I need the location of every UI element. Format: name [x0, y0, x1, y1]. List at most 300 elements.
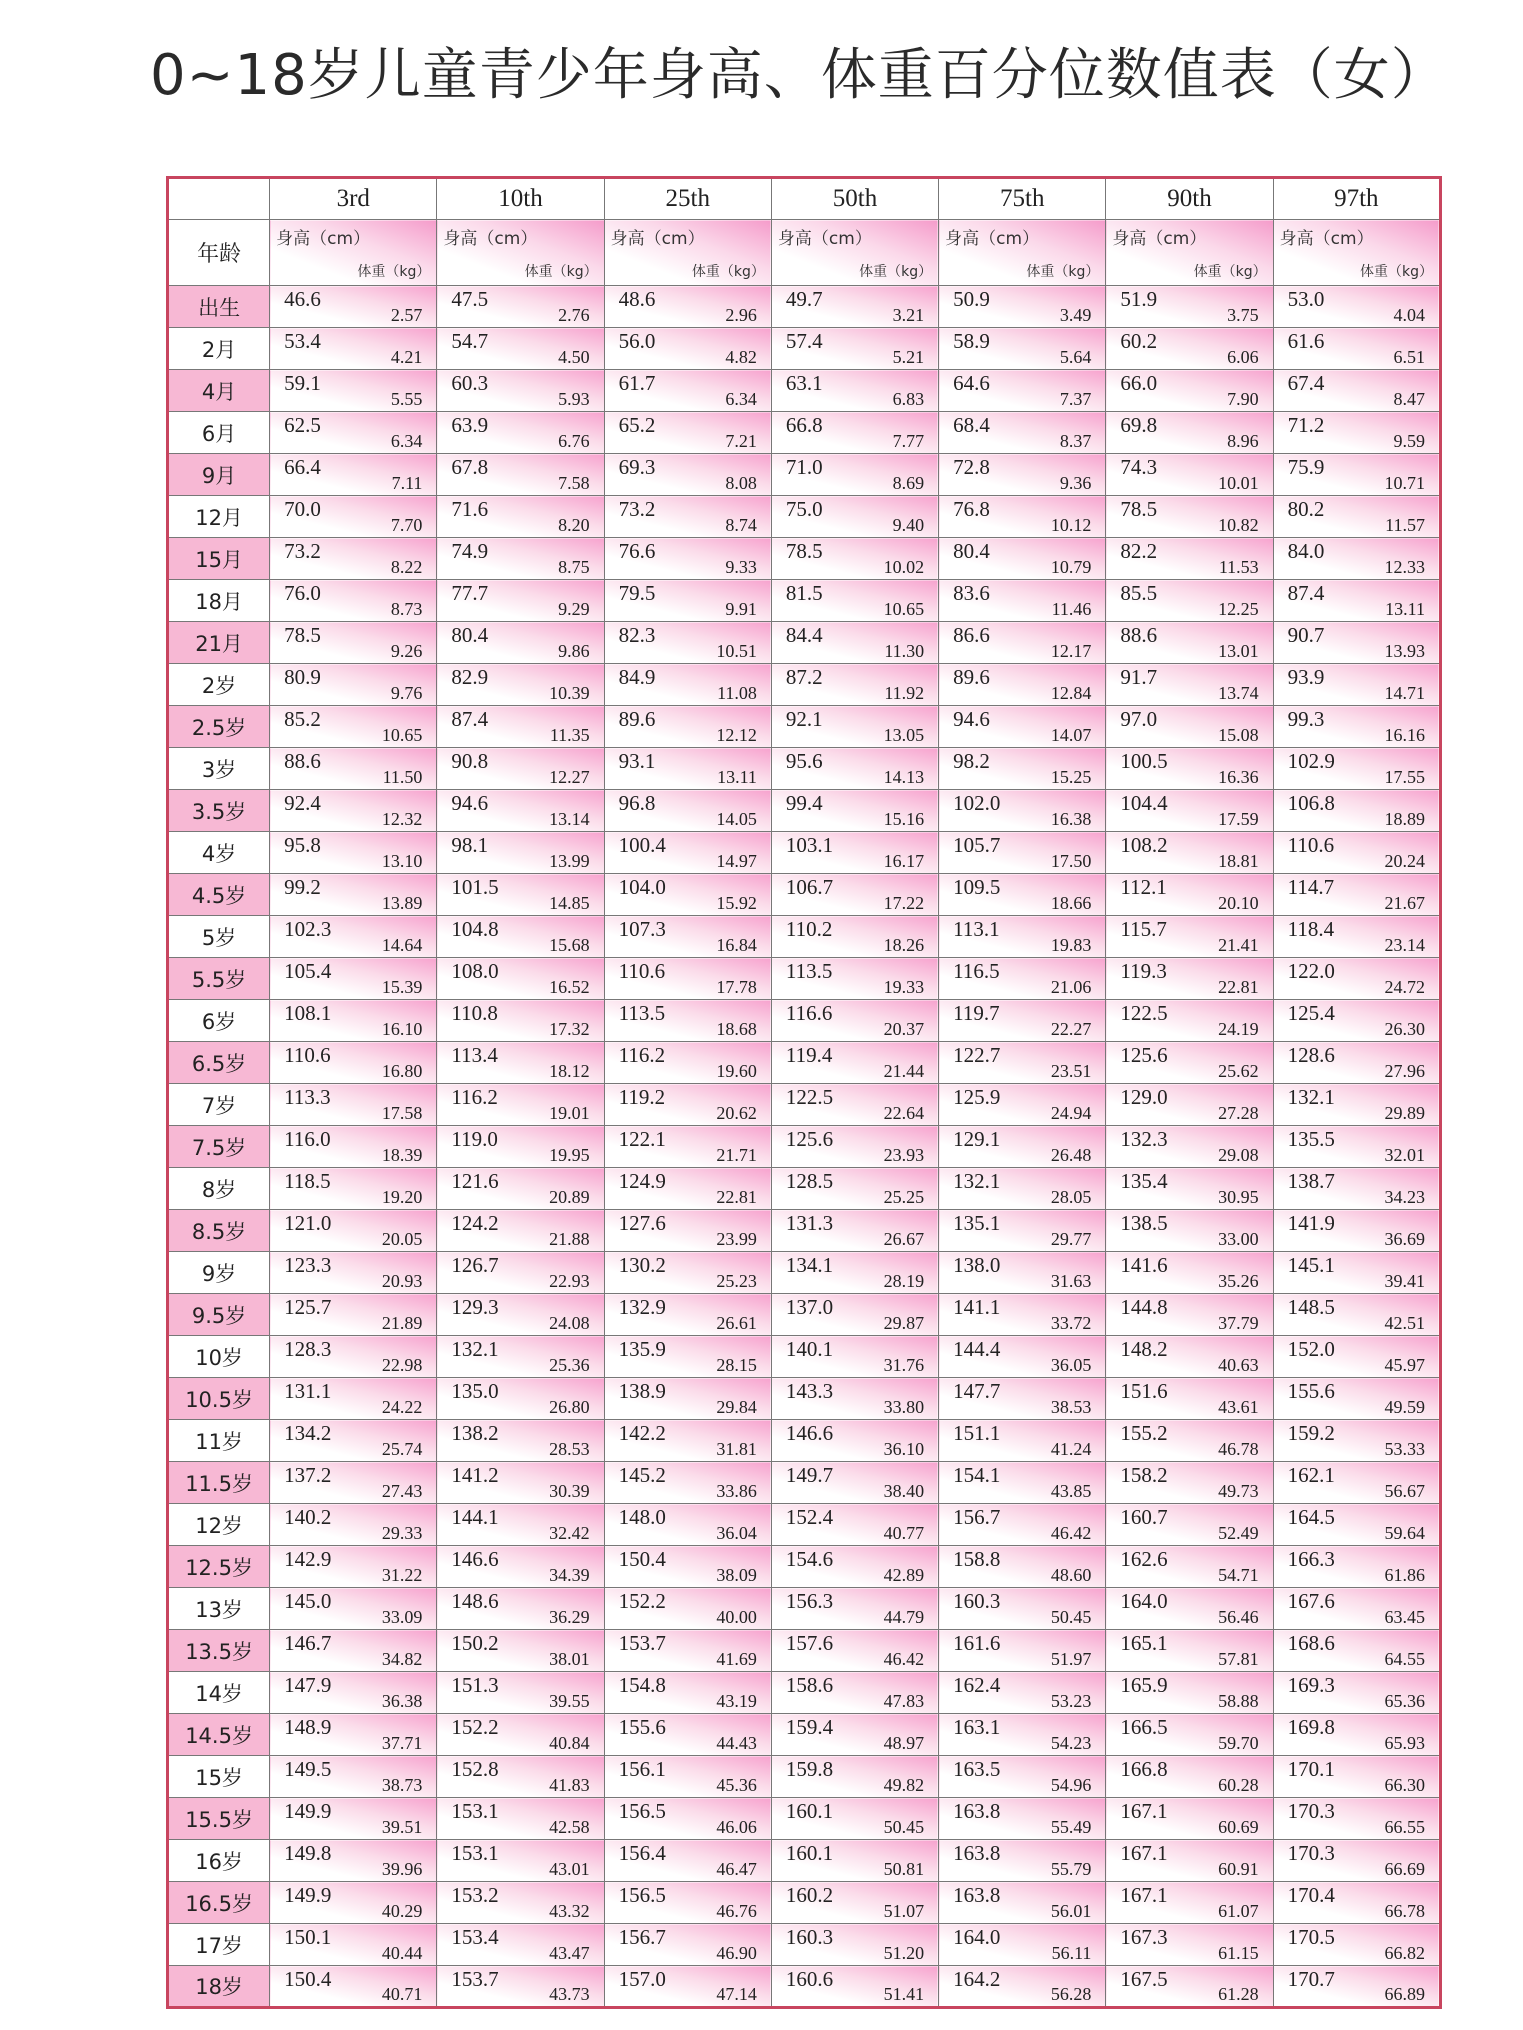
weight-value: 61.86 — [1384, 1565, 1425, 1585]
height-value: 128.5 — [785, 1169, 834, 1193]
height-unit-label: 身高（cm） — [1112, 229, 1207, 249]
weight-value: 49.73 — [1218, 1481, 1259, 1501]
height-value: 110.6 — [284, 1043, 331, 1067]
value-cell — [1106, 1000, 1273, 1042]
weight-value: 13.11 — [1385, 599, 1425, 619]
table-row — [168, 1000, 1441, 1042]
height-value: 159.2 — [1287, 1421, 1335, 1445]
value-cell — [437, 1420, 604, 1462]
percentile-header-90th: 90th — [1106, 178, 1273, 220]
weight-value: 6.34 — [390, 431, 423, 451]
weight-value: 19.33 — [883, 977, 925, 997]
weight-value: 48.97 — [883, 1733, 925, 1753]
value-cell — [1106, 790, 1273, 832]
value-cell — [437, 1000, 604, 1042]
weight-value: 10.12 — [1050, 515, 1092, 535]
height-value: 97.0 — [1120, 707, 1158, 731]
value-cell — [1273, 1168, 1440, 1210]
height-value: 170.4 — [1287, 1883, 1335, 1907]
weight-value: 41.24 — [1050, 1439, 1092, 1459]
value-cell — [604, 1210, 771, 1252]
value-cell — [1273, 1966, 1440, 2008]
height-value: 125.9 — [953, 1085, 1001, 1109]
value-cell — [771, 1084, 938, 1126]
height-value: 46.6 — [284, 287, 321, 311]
value-cell — [1106, 1126, 1273, 1168]
value-cell — [939, 1126, 1106, 1168]
height-value: 166.8 — [1120, 1757, 1168, 1781]
weight-value: 19.60 — [716, 1061, 757, 1081]
weight-value: 66.69 — [1384, 1859, 1425, 1879]
value-cell — [604, 1420, 771, 1462]
height-value: 141.1 — [953, 1295, 1001, 1319]
height-value: 99.4 — [785, 791, 823, 815]
value-cell — [437, 958, 604, 1000]
weight-value: 45.36 — [716, 1775, 757, 1795]
value-cell — [939, 1336, 1106, 1378]
height-value: 88.6 — [284, 749, 321, 773]
table-row — [168, 1210, 1441, 1252]
age-cell: 10岁 — [168, 1336, 270, 1378]
weight-value: 30.39 — [549, 1481, 590, 1501]
height-unit-label: 身高（cm） — [443, 229, 538, 249]
height-value: 50.9 — [953, 287, 990, 311]
value-cell — [437, 1084, 604, 1126]
value-cell — [939, 1420, 1106, 1462]
value-cell — [1273, 790, 1440, 832]
percentile-header-97th: 97th — [1273, 178, 1440, 220]
percentile-header-50th: 50th — [771, 178, 938, 220]
value-cell — [437, 622, 604, 664]
height-value: 148.5 — [1287, 1295, 1335, 1319]
value-cell — [771, 1168, 938, 1210]
weight-value: 10.39 — [549, 683, 590, 703]
age-cell: 15.5岁 — [168, 1798, 270, 1840]
weight-value: 17.50 — [1050, 851, 1092, 871]
value-cell — [771, 1420, 938, 1462]
weight-value: 23.51 — [1050, 1061, 1092, 1081]
table-row — [168, 748, 1441, 790]
value-cell — [939, 874, 1106, 916]
weight-value: 33.86 — [716, 1481, 757, 1501]
height-value: 160.7 — [1120, 1505, 1168, 1529]
height-value: 81.5 — [785, 581, 823, 605]
height-value: 108.2 — [1120, 833, 1168, 857]
value-cell — [270, 328, 437, 370]
value-cell — [604, 328, 771, 370]
value-cell — [437, 1546, 604, 1588]
value-cell — [437, 580, 604, 622]
height-value: 163.8 — [953, 1883, 1001, 1907]
height-value: 123.3 — [284, 1253, 332, 1277]
weight-value: 46.42 — [883, 1649, 925, 1669]
table-row — [168, 1042, 1441, 1084]
value-cell — [1106, 1042, 1273, 1084]
table-body — [168, 286, 1441, 2008]
height-value: 94.6 — [953, 707, 990, 731]
height-value: 149.7 — [785, 1463, 834, 1487]
weight-value: 11.35 — [549, 725, 590, 745]
weight-value: 36.29 — [549, 1607, 590, 1627]
value-cell — [771, 1630, 938, 1672]
height-value: 90.8 — [451, 749, 489, 773]
weight-value: 60.28 — [1218, 1775, 1259, 1795]
value-cell — [1273, 1084, 1440, 1126]
weight-value: 57.81 — [1218, 1649, 1259, 1669]
height-value: 129.1 — [953, 1127, 1001, 1151]
weight-value: 6.51 — [1393, 347, 1425, 367]
height-value: 100.5 — [1120, 749, 1168, 773]
weight-value: 33.00 — [1218, 1229, 1259, 1249]
weight-value: 21.06 — [1050, 977, 1092, 997]
value-cell — [1273, 454, 1440, 496]
height-value: 167.6 — [1287, 1589, 1335, 1613]
value-cell — [771, 748, 938, 790]
height-value: 169.8 — [1287, 1715, 1335, 1739]
weight-value: 29.84 — [716, 1397, 757, 1417]
weight-value: 21.71 — [716, 1145, 757, 1165]
age-cell: 15岁 — [168, 1756, 270, 1798]
height-value: 158.8 — [953, 1547, 1001, 1571]
weight-value: 22.27 — [1050, 1019, 1092, 1039]
height-value: 84.4 — [785, 623, 823, 647]
height-value: 163.5 — [953, 1757, 1001, 1781]
value-cell — [437, 1126, 604, 1168]
value-cell — [939, 958, 1106, 1000]
weight-value: 20.10 — [1218, 893, 1259, 913]
weight-value: 21.88 — [549, 1229, 590, 1249]
height-value: 132.3 — [1120, 1127, 1168, 1151]
height-value: 116.5 — [953, 959, 1000, 983]
value-cell — [604, 496, 771, 538]
weight-value: 43.32 — [549, 1901, 590, 1921]
value-cell — [939, 664, 1106, 706]
value-cell — [939, 1252, 1106, 1294]
height-value: 129.0 — [1120, 1085, 1168, 1109]
height-value: 116.0 — [284, 1127, 331, 1151]
weight-value: 29.87 — [883, 1313, 925, 1333]
value-cell — [939, 496, 1106, 538]
weight-value: 46.47 — [716, 1859, 757, 1879]
value-cell — [437, 412, 604, 454]
height-value: 158.6 — [785, 1673, 834, 1697]
age-cell: 16.5岁 — [168, 1882, 270, 1924]
height-value: 164.0 — [953, 1925, 1001, 1949]
age-cell: 21月 — [168, 622, 270, 664]
age-cell: 4.5岁 — [168, 874, 270, 916]
value-cell — [939, 1924, 1106, 1966]
height-value: 65.2 — [618, 413, 656, 437]
weight-unit-label: 体重（kg） — [1026, 264, 1100, 280]
value-cell — [604, 580, 771, 622]
unit-header — [939, 220, 1106, 286]
weight-value: 15.39 — [381, 977, 423, 997]
weight-value: 15.92 — [716, 893, 757, 913]
weight-value: 5.21 — [892, 347, 925, 367]
value-cell — [604, 748, 771, 790]
weight-value: 55.79 — [1050, 1859, 1092, 1879]
table-row — [168, 328, 1441, 370]
value-cell — [437, 1798, 604, 1840]
value-cell — [771, 328, 938, 370]
value-cell — [604, 1252, 771, 1294]
value-cell — [437, 1714, 604, 1756]
value-cell — [1106, 1588, 1273, 1630]
weight-value: 50.45 — [1050, 1607, 1092, 1627]
value-cell — [604, 412, 771, 454]
height-value: 59.1 — [284, 371, 321, 395]
value-cell — [437, 286, 604, 328]
height-value: 164.5 — [1287, 1505, 1335, 1529]
value-cell — [1273, 1756, 1440, 1798]
value-cell — [1273, 1042, 1440, 1084]
weight-value: 31.63 — [1050, 1271, 1092, 1291]
height-value: 126.7 — [451, 1253, 499, 1277]
height-value: 110.2 — [785, 917, 833, 941]
height-value: 104.4 — [1120, 791, 1168, 815]
weight-value: 9.59 — [1393, 431, 1425, 451]
height-value: 78.5 — [1120, 497, 1158, 521]
weight-value: 46.06 — [716, 1817, 757, 1837]
weight-value: 53.23 — [1050, 1691, 1092, 1711]
weight-value: 18.89 — [1384, 809, 1425, 829]
value-cell — [1273, 874, 1440, 916]
height-value: 132.1 — [953, 1169, 1001, 1193]
value-cell — [1106, 1756, 1273, 1798]
height-value: 167.3 — [1120, 1925, 1168, 1949]
height-unit-label: 身高（cm） — [777, 229, 872, 249]
weight-value: 11.30 — [884, 641, 925, 661]
weight-value: 42.58 — [549, 1817, 590, 1837]
weight-value: 4.21 — [390, 347, 423, 367]
weight-value: 18.68 — [716, 1019, 757, 1039]
height-value: 87.4 — [1287, 581, 1325, 605]
value-cell — [604, 790, 771, 832]
height-value: 113.1 — [953, 917, 1000, 941]
height-value: 122.7 — [953, 1043, 1001, 1067]
value-cell — [939, 1000, 1106, 1042]
value-cell — [771, 1672, 938, 1714]
weight-value: 25.36 — [549, 1355, 590, 1375]
weight-value: 22.93 — [549, 1271, 590, 1291]
value-cell — [1106, 1924, 1273, 1966]
height-value: 80.4 — [953, 539, 990, 563]
value-cell — [1273, 1126, 1440, 1168]
weight-value: 31.22 — [381, 1565, 423, 1585]
value-cell — [437, 748, 604, 790]
percentile-header-3rd: 3rd — [270, 178, 437, 220]
value-cell — [1106, 916, 1273, 958]
height-value: 78.5 — [284, 623, 321, 647]
height-value: 49.7 — [785, 287, 823, 311]
value-cell — [771, 370, 938, 412]
height-value: 101.5 — [451, 875, 499, 899]
weight-value: 8.74 — [725, 515, 757, 535]
value-cell — [270, 1672, 437, 1714]
value-cell — [604, 874, 771, 916]
height-value: 67.8 — [451, 455, 489, 479]
age-cell: 6岁 — [168, 1000, 270, 1042]
value-cell — [771, 286, 938, 328]
age-cell: 3.5岁 — [168, 790, 270, 832]
value-cell — [771, 790, 938, 832]
height-value: 79.5 — [618, 581, 656, 605]
value-cell — [1273, 538, 1440, 580]
unit-header — [437, 220, 604, 286]
table-row — [168, 1378, 1441, 1420]
height-value: 151.1 — [953, 1421, 1001, 1445]
weight-value: 22.81 — [1218, 977, 1259, 997]
height-value: 119.3 — [1120, 959, 1167, 983]
value-cell — [604, 1462, 771, 1504]
age-cell: 14岁 — [168, 1672, 270, 1714]
age-cell: 12.5岁 — [168, 1546, 270, 1588]
weight-value: 16.52 — [549, 977, 590, 997]
height-value: 82.9 — [451, 665, 489, 689]
height-value: 155.6 — [1287, 1379, 1335, 1403]
weight-value: 24.19 — [1218, 1019, 1259, 1039]
height-value: 80.4 — [451, 623, 489, 647]
value-cell — [437, 832, 604, 874]
weight-value: 12.17 — [1050, 641, 1092, 661]
weight-value: 7.11 — [391, 473, 423, 493]
age-cell: 17岁 — [168, 1924, 270, 1966]
weight-value: 34.23 — [1384, 1187, 1425, 1207]
table-row — [168, 1714, 1441, 1756]
weight-value: 40.71 — [381, 1984, 423, 2004]
weight-value: 28.53 — [549, 1439, 590, 1459]
weight-value: 18.66 — [1050, 893, 1092, 913]
value-cell — [270, 1252, 437, 1294]
weight-value: 22.81 — [716, 1187, 757, 1207]
weight-value: 29.89 — [1384, 1103, 1425, 1123]
table-row — [168, 916, 1441, 958]
height-unit-label: 身高（cm） — [945, 229, 1040, 249]
value-cell — [939, 1504, 1106, 1546]
weight-value: 28.15 — [716, 1355, 757, 1375]
height-value: 125.6 — [1120, 1043, 1168, 1067]
weight-value: 36.38 — [381, 1691, 423, 1711]
value-cell — [604, 1630, 771, 1672]
weight-value: 12.32 — [381, 809, 423, 829]
height-value: 71.6 — [451, 497, 489, 521]
value-cell — [939, 1756, 1106, 1798]
value-cell — [1106, 1294, 1273, 1336]
table-row — [168, 622, 1441, 664]
height-value: 63.9 — [451, 413, 489, 437]
value-cell — [939, 832, 1106, 874]
weight-value: 47.14 — [716, 1984, 757, 2004]
height-value: 169.3 — [1287, 1673, 1335, 1697]
height-value: 99.2 — [284, 875, 321, 899]
value-cell — [1273, 496, 1440, 538]
weight-value: 47.83 — [883, 1691, 925, 1711]
weight-value: 10.79 — [1050, 557, 1092, 577]
table-row — [168, 958, 1441, 1000]
value-cell — [437, 1336, 604, 1378]
weight-value: 18.26 — [883, 935, 925, 955]
height-value: 152.2 — [451, 1715, 499, 1739]
height-value: 73.2 — [284, 539, 321, 563]
height-value: 118.4 — [1287, 917, 1335, 941]
height-value: 135.5 — [1287, 1127, 1335, 1151]
value-cell — [604, 1672, 771, 1714]
weight-value: 43.47 — [549, 1943, 590, 1963]
height-value: 147.7 — [953, 1379, 1001, 1403]
height-value: 153.2 — [451, 1883, 499, 1907]
weight-value: 46.76 — [716, 1901, 757, 1921]
weight-value: 50.45 — [883, 1817, 925, 1837]
value-cell — [771, 538, 938, 580]
height-value: 159.8 — [785, 1757, 834, 1781]
weight-value: 2.96 — [725, 305, 757, 325]
weight-value: 43.73 — [549, 1984, 590, 2004]
value-cell — [604, 1546, 771, 1588]
height-value: 121.6 — [451, 1169, 499, 1193]
height-value: 135.4 — [1120, 1169, 1168, 1193]
weight-value: 50.81 — [883, 1859, 925, 1879]
value-cell — [270, 1546, 437, 1588]
age-cell: 4月 — [168, 370, 270, 412]
weight-value: 9.26 — [390, 641, 423, 661]
weight-value: 44.79 — [883, 1607, 925, 1627]
height-value: 113.5 — [785, 959, 833, 983]
weight-value: 7.77 — [892, 431, 925, 451]
weight-value: 61.07 — [1218, 1901, 1259, 1921]
value-cell — [604, 1588, 771, 1630]
height-unit-label: 身高（cm） — [276, 229, 371, 249]
value-cell — [604, 1084, 771, 1126]
value-cell — [1106, 1420, 1273, 1462]
weight-unit-label: 体重（kg） — [524, 264, 598, 280]
height-value: 122.0 — [1287, 959, 1335, 983]
height-value: 66.4 — [284, 455, 321, 479]
height-value: 141.6 — [1120, 1253, 1168, 1277]
height-value: 71.2 — [1287, 413, 1325, 437]
height-value: 68.4 — [953, 413, 990, 437]
height-value: 98.1 — [451, 833, 489, 857]
weight-value: 16.38 — [1050, 809, 1092, 829]
height-value: 86.6 — [953, 623, 990, 647]
height-value: 113.3 — [284, 1085, 331, 1109]
height-value: 128.6 — [1287, 1043, 1335, 1067]
height-value: 168.6 — [1287, 1631, 1335, 1655]
value-cell — [1106, 1252, 1273, 1294]
weight-value: 36.10 — [883, 1439, 925, 1459]
value-cell — [270, 1588, 437, 1630]
height-value: 104.8 — [451, 917, 499, 941]
value-cell — [939, 916, 1106, 958]
value-cell — [437, 370, 604, 412]
height-value: 114.7 — [1287, 875, 1335, 899]
height-value: 151.6 — [1120, 1379, 1168, 1403]
weight-value: 13.01 — [1218, 641, 1259, 661]
value-cell — [1273, 1840, 1440, 1882]
height-value: 87.2 — [785, 665, 823, 689]
height-value: 124.2 — [451, 1211, 499, 1235]
page-title: 0~18岁儿童青少年身高、体重百分位数值表（女） — [150, 43, 1448, 108]
table-row — [168, 790, 1441, 832]
weight-value: 17.55 — [1384, 767, 1425, 787]
weight-value: 33.72 — [1050, 1313, 1092, 1333]
value-cell — [270, 1798, 437, 1840]
table-row — [168, 412, 1441, 454]
age-cell: 9岁 — [168, 1252, 270, 1294]
weight-value: 21.41 — [1218, 935, 1259, 955]
value-cell — [771, 1756, 938, 1798]
age-cell: 8.5岁 — [168, 1210, 270, 1252]
age-cell: 9.5岁 — [168, 1294, 270, 1336]
